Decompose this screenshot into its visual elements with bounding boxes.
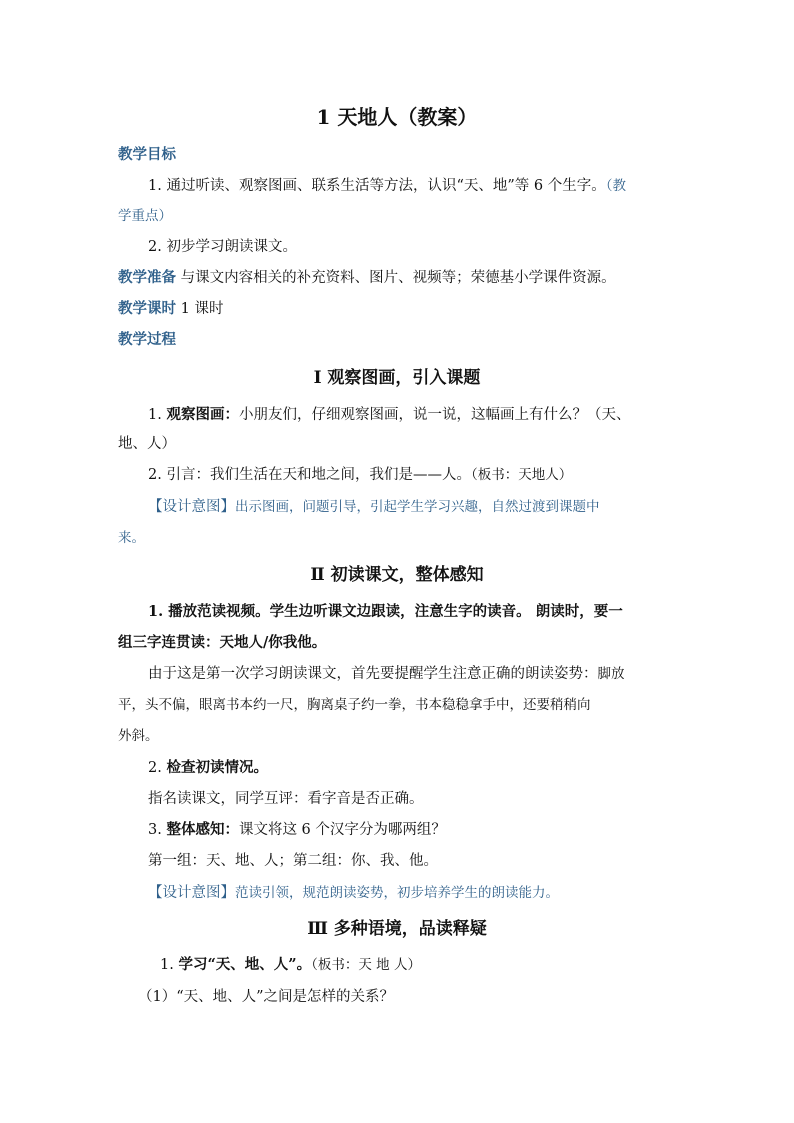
document-title: 1 天地人（教案）: [316, 105, 478, 129]
section-2-paragraph: [148, 664, 625, 684]
section-2-item-1: 1. 播放范读视频。学生边听课文边跟读，注意生字的读音。 朗读时，要一: [148, 603, 623, 620]
item-lead: 观察图画：: [166, 406, 239, 423]
goal-2: 2. 初步学习朗读课文。: [148, 239, 297, 255]
paragraph-text: 由于这是第一次学习朗读课文，首先要提醒学生注意正确的朗读姿势：: [148, 666, 598, 682]
item-number: 1.: [148, 407, 167, 423]
section-2-item-2: [148, 758, 268, 778]
goal-1: [148, 176, 626, 196]
item-number: 2.: [148, 760, 167, 776]
teaching-hours-text: 1 课时: [176, 301, 224, 317]
item-text: 小朋友们，仔细观察图画，说一说，这幅画上有什么？（天、: [238, 407, 631, 423]
section-2-paragraph-line-2: 平，头不偏，眼离书本约一尺，胸离桌子约一拳，书本稳稳拿手中，还要稍稍向: [118, 697, 591, 713]
section-2-paragraph-line-3: 外斜。: [118, 728, 159, 744]
item-text: 课文将这 6 个汉字分为哪两组？: [238, 822, 446, 838]
section-3-item-1: [160, 955, 421, 975]
section-1-item-1-continued: 地、人）: [118, 436, 176, 452]
section-2-item-2-text: 指名读课文，同学互评：看字音是否正确。: [148, 791, 424, 807]
blackboard-note: （板书：天地人）: [470, 467, 573, 483]
design-intent-label: 【设计意图】: [148, 499, 235, 515]
section-3-heading: Ⅲ 多种语境，品读释疑: [307, 919, 487, 939]
item-text: 2. 引言：我们生活在天和地之间，我们是——人。: [148, 467, 471, 483]
teaching-prep: [118, 268, 616, 288]
section-2-item-3-answer: 第一组：天、地、人；第二组：你、我、他。: [148, 853, 438, 869]
section-1-item-2: [148, 465, 572, 485]
design-intent-label: 【设计意图】: [148, 885, 235, 901]
teaching-hours: [118, 299, 223, 319]
section-2-heading: Ⅱ 初读课文，整体感知: [310, 565, 484, 585]
goal-1-note-continued: 学重点）: [118, 208, 172, 224]
teaching-prep-text: 与课文内容相关的补充资料、图片、视频等；荣德基小学课件资源。: [176, 270, 616, 286]
item-number: 3.: [148, 822, 167, 838]
section-1-heading: Ⅰ 观察图画，引入课题: [313, 368, 481, 388]
section-2-item-3: [148, 820, 446, 840]
section-2-design-intent: [148, 883, 559, 903]
section-2-item-1-continued: 组三字连贯读：天地人/你我他。: [118, 634, 327, 651]
item-lead: 整体感知：: [166, 821, 239, 838]
teaching-process-heading: 教学过程: [118, 331, 176, 348]
item-lead: 检查初读情况。: [166, 759, 268, 776]
goal-1-text: 1. 通过听读、观察图画、联系生活等方法，认识“天、地”等 6 个生字。: [148, 178, 606, 194]
teaching-hours-label: 教学课时: [118, 300, 176, 317]
section-1-design-intent: [148, 497, 600, 517]
paragraph-text-italic: 脚放: [597, 666, 625, 682]
item-number: 1.: [160, 957, 179, 973]
design-intent-text: 出示图画，问题引导，引起学生学习兴趣，自然过渡到课题中: [235, 499, 600, 515]
section-1-item-1: [148, 405, 630, 425]
section-1-design-intent-continued: 来。: [118, 530, 145, 546]
section-3-question-1: （1）“天、地、人”之间是怎样的关系？: [138, 989, 395, 1005]
item-lead: 学习“天、地、人”。: [178, 956, 312, 973]
blackboard-note: （板书：天 地 人）: [311, 957, 421, 973]
goal-1-note: （教: [605, 178, 626, 194]
teaching-prep-label: 教学准备: [118, 269, 176, 286]
teaching-goals-heading: 教学目标: [118, 146, 176, 163]
design-intent-text: 范读引领，规范朗读姿势，初步培养学生的朗读能力。: [235, 885, 559, 901]
